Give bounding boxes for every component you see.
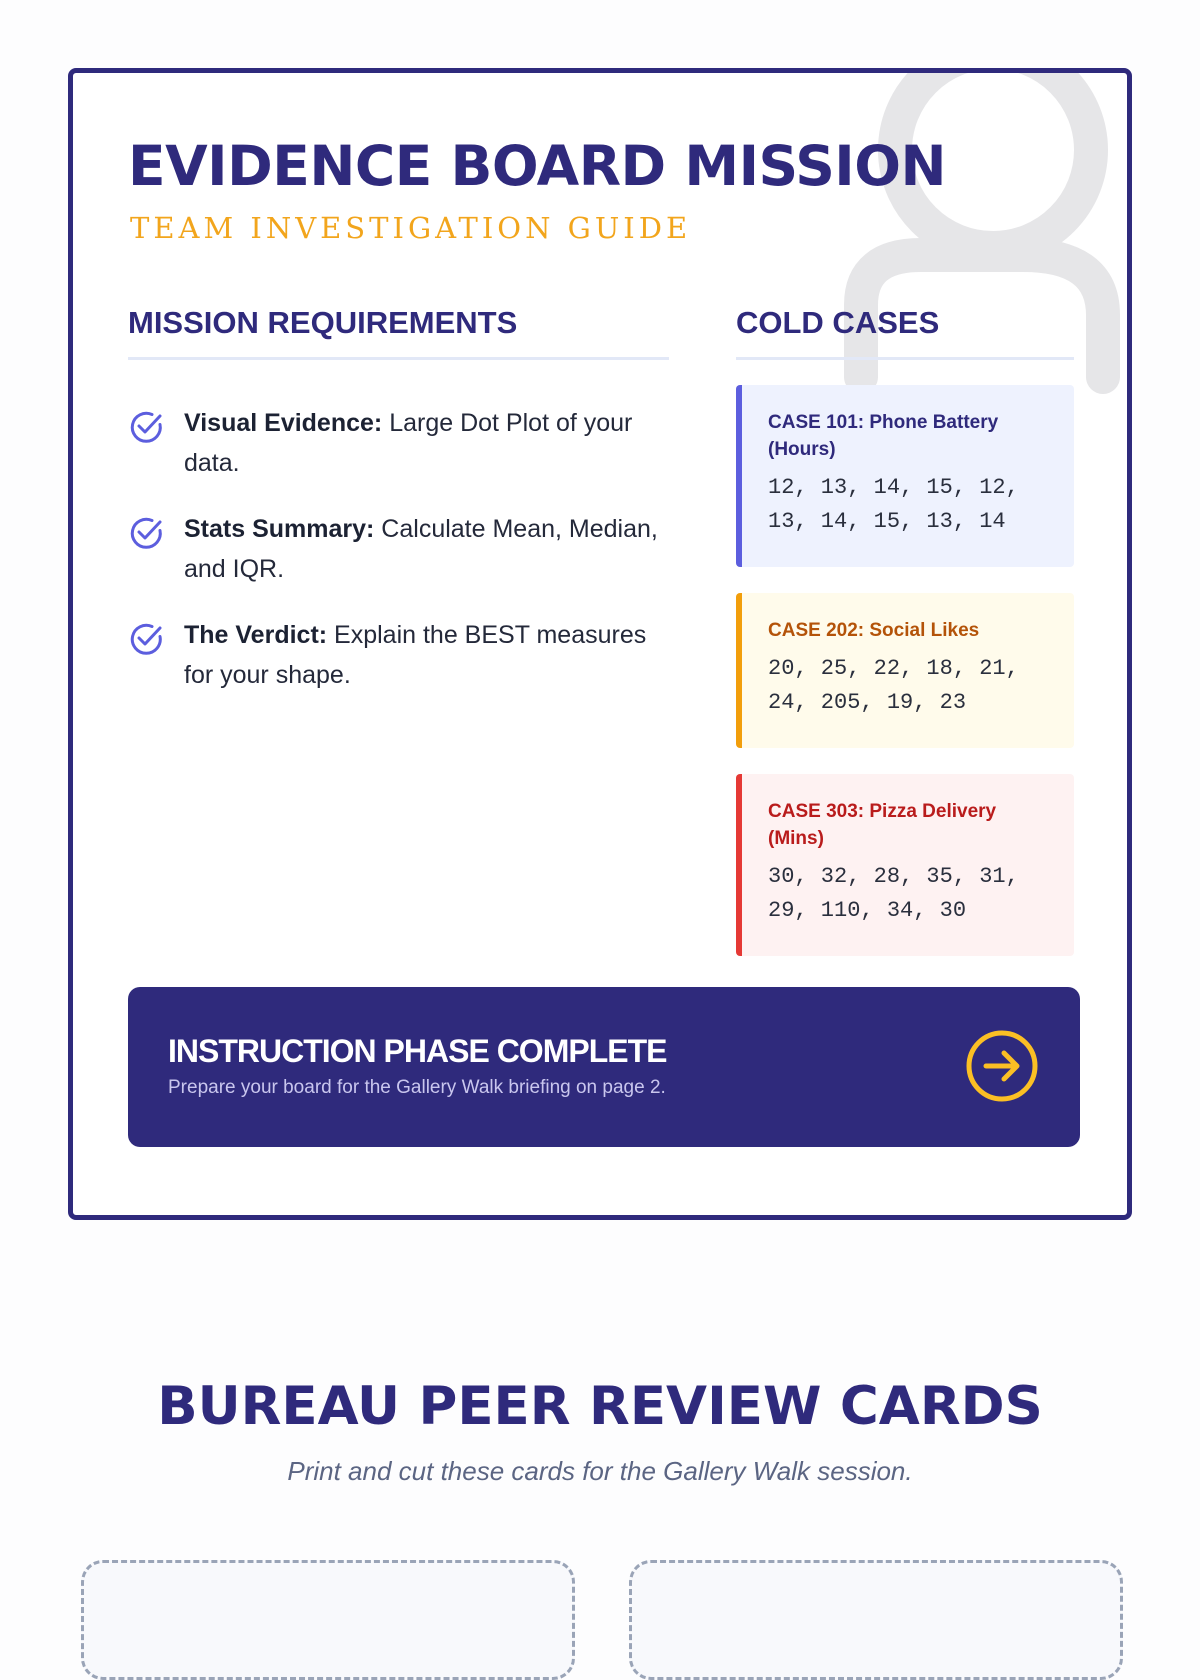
case-card-303	[736, 774, 1074, 956]
requirement-item	[128, 403, 673, 483]
check-circle-icon	[128, 515, 164, 551]
requirement-item	[128, 509, 673, 589]
case-title: CASE 202: Social Likes	[768, 620, 980, 641]
phase-title: INSTRUCTION PHASE COMPLETE	[168, 1033, 667, 1069]
requirement-label: Stats Summary:	[184, 515, 375, 543]
case-title: CASE 101: Phone Battery (Hours)	[768, 412, 999, 460]
requirement-label: The Verdict:	[184, 621, 328, 649]
requirements-list	[128, 403, 673, 721]
requirement-label: Visual Evidence:	[184, 409, 383, 437]
mission-card	[68, 68, 1132, 1220]
requirement-text	[184, 403, 673, 483]
requirement-text	[184, 615, 673, 695]
requirement-detail: Explain the BEST measures for your shape.	[184, 621, 647, 689]
check-circle-icon	[128, 409, 164, 445]
arrow-right-circle-icon[interactable]	[964, 1028, 1040, 1104]
case-data: 30, 32, 28, 35, 31, 29, 110, 34, 30	[768, 864, 1019, 923]
check-circle-icon	[128, 621, 164, 657]
requirement-item	[128, 615, 673, 695]
case-card-101	[736, 385, 1074, 567]
requirement-detail: Calculate Mean, Median, and IQR.	[184, 515, 658, 583]
review-cards-subtitle: Print and cut these cards for the Gallery Walk session.	[287, 1456, 913, 1486]
peer-review-card	[629, 1560, 1123, 1680]
peer-review-card	[81, 1560, 575, 1680]
case-title: CASE 303: Pizza Delivery (Mins)	[768, 801, 997, 849]
review-cards-title: BUREAU PEER REVIEW CARDS	[157, 1376, 1043, 1437]
case-data: 20, 25, 22, 18, 21, 24, 205, 19, 23	[768, 656, 1019, 715]
requirements-heading: MISSION REQUIREMENTS	[128, 305, 669, 360]
instruction-phase-banner	[128, 987, 1080, 1147]
requirement-detail: Large Dot Plot of your data.	[184, 409, 633, 477]
requirement-text	[184, 509, 673, 589]
phase-subtitle: Prepare your board for the Gallery Walk briefing on page 2.	[168, 1077, 666, 1098]
case-card-202	[736, 593, 1074, 748]
cold-cases-heading: COLD CASES	[736, 305, 1074, 360]
case-data: 12, 13, 14, 15, 12, 13, 14, 15, 13, 14	[768, 475, 1019, 534]
mission-subtitle: TEAM INVESTIGATION GUIDE	[130, 211, 692, 245]
mission-title: EVIDENCE BOARD MISSION	[128, 134, 947, 198]
cold-case-list	[736, 385, 1074, 982]
